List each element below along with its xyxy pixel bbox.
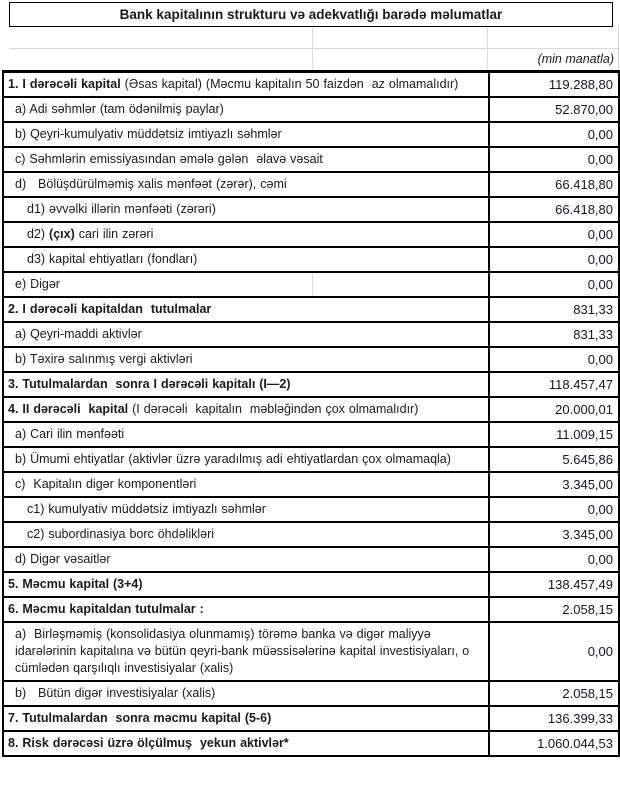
row-value: 136.399,33 bbox=[489, 706, 619, 731]
table-row bbox=[3, 347, 619, 372]
row-label: d3) kapital ehtiyatları (fondları) bbox=[3, 247, 489, 272]
capital-table bbox=[2, 70, 620, 757]
row-label: d2) (çıx) cari ilin zərəri bbox=[3, 222, 489, 247]
spacer-cell bbox=[488, 27, 619, 48]
table-row bbox=[3, 372, 619, 397]
table-row bbox=[3, 172, 619, 197]
table-row bbox=[3, 297, 619, 322]
spacer-cell bbox=[9, 49, 313, 70]
table-row bbox=[3, 706, 619, 731]
row-label: b) Təxirə salınmış vergi aktivləri bbox=[3, 347, 489, 372]
table-row bbox=[3, 572, 619, 597]
row-value: 52.870,00 bbox=[489, 97, 619, 122]
row-value: 831,33 bbox=[489, 322, 619, 347]
row-value: 831,33 bbox=[489, 297, 619, 322]
row-label: b) Qeyri-kumulyativ müddətsiz imtiyazlı səhmlər bbox=[3, 122, 489, 147]
spacer-row bbox=[9, 27, 619, 49]
row-value: 0,00 bbox=[489, 347, 619, 372]
table-row bbox=[3, 397, 619, 422]
table-row bbox=[3, 681, 619, 706]
row-label: 3. Tutulmalardan sonra I dərəcəli kapitalı (I—2) bbox=[3, 372, 489, 397]
table-row bbox=[3, 497, 619, 522]
spacer-cell bbox=[313, 49, 488, 70]
row-label: a) Birləşməmiş (konsolidasiya olunmamış) törəmə banka və digər maliyyə idarələrinin kapitalına və bütün qeyri-bank müəssisələrinə kapital investisiyaları, o cümlədən qarşılıqlı investisiyalar (xalis) bbox=[3, 622, 489, 681]
row-value: 11.009,15 bbox=[489, 422, 619, 447]
row-value: 2.058,15 bbox=[489, 597, 619, 622]
row-label: c) Səhmlərin emissiyasından əmələ gələn əlavə vəsait bbox=[3, 147, 489, 172]
spacer-cell bbox=[9, 27, 313, 48]
table-row bbox=[3, 547, 619, 572]
row-label: c) Kapitalın digər komponentləri bbox=[3, 472, 489, 497]
table-row bbox=[3, 447, 619, 472]
row-label: a) Adi səhmlər (tam ödənilmiş paylar) bbox=[3, 97, 489, 122]
row-label: b) Ümumi ehtiyatlar (aktivlər üzrə yaradılmış adi ehtiyatlardan çox olmamaqla) bbox=[3, 447, 489, 472]
table-row bbox=[3, 272, 619, 297]
row-value: 3.345,00 bbox=[489, 522, 619, 547]
table-row bbox=[3, 731, 619, 756]
row-label: d1) əvvəlki illərin mənfəəti (zərəri) bbox=[3, 197, 489, 222]
row-value: 0,00 bbox=[489, 247, 619, 272]
row-value: 2.058,15 bbox=[489, 681, 619, 706]
row-label: 5. Məcmu kapital (3+4) bbox=[3, 572, 489, 597]
row-value: 138.457,49 bbox=[489, 572, 619, 597]
table-row bbox=[3, 72, 619, 98]
table-row bbox=[3, 522, 619, 547]
spacer-cell bbox=[313, 27, 488, 48]
row-value: 66.418,80 bbox=[489, 197, 619, 222]
row-value: 66.418,80 bbox=[489, 172, 619, 197]
table-row bbox=[3, 222, 619, 247]
row-label: e) Digər bbox=[3, 272, 489, 297]
table-row bbox=[3, 472, 619, 497]
table-row bbox=[3, 422, 619, 447]
row-value: 3.345,00 bbox=[489, 472, 619, 497]
row-label: c1) kumulyativ müddətsiz imtiyazlı səhmlər bbox=[3, 497, 489, 522]
table-row bbox=[3, 622, 619, 681]
row-value: 0,00 bbox=[489, 222, 619, 247]
row-label: d) Bölüşdürülməmiş xalis mənfəət (zərər), cəmi bbox=[3, 172, 489, 197]
row-value: 118.457,47 bbox=[489, 372, 619, 397]
row-label: a) Cari ilin mənfəəti bbox=[3, 422, 489, 447]
table-row bbox=[3, 197, 619, 222]
table-row bbox=[3, 322, 619, 347]
row-label: 2. I dərəcəli kapitaldan tutulmalar bbox=[3, 297, 489, 322]
row-value: 0,00 bbox=[489, 147, 619, 172]
row-label: 7. Tutulmalardan sonra məcmu kapital (5-6) bbox=[3, 706, 489, 731]
row-label: a) Qeyri-maddi aktivlər bbox=[3, 322, 489, 347]
table-row bbox=[3, 597, 619, 622]
row-label: 6. Məcmu kapitaldan tutulmalar : bbox=[3, 597, 489, 622]
unit-row bbox=[9, 49, 619, 70]
row-value: 0,00 bbox=[489, 497, 619, 522]
row-label: c2) subordinasiya borc öhdəlikləri bbox=[3, 522, 489, 547]
row-value: 0,00 bbox=[489, 547, 619, 572]
row-value: 119.288,80 bbox=[489, 72, 619, 98]
row-value: 1.060.044,53 bbox=[489, 731, 619, 756]
row-label: 1. I dərəcəli kapital (Əsas kapital) (Məcmu kapitalın 50 faizdən az olmamalıdır) bbox=[3, 72, 489, 98]
row-value: 20.000,01 bbox=[489, 397, 619, 422]
table-row bbox=[3, 97, 619, 122]
row-label: 4. II dərəcəli kapital (I dərəcəli kapitalın məbləğindən çox olmamalıdır) bbox=[3, 397, 489, 422]
row-value: 0,00 bbox=[489, 122, 619, 147]
row-label: d) Digər vəsaitlər bbox=[3, 547, 489, 572]
unit-note: (min manatla) bbox=[488, 49, 619, 70]
table-row bbox=[3, 122, 619, 147]
row-label: 8. Risk dərəcəsi üzrə ölçülmuş yekun aktivlər* bbox=[3, 731, 489, 756]
row-value: 5.645,86 bbox=[489, 447, 619, 472]
table-row bbox=[3, 247, 619, 272]
table-row bbox=[3, 147, 619, 172]
capital-table-body bbox=[3, 72, 619, 757]
row-label: b) Bütün digər investisiyalar (xalis) bbox=[3, 681, 489, 706]
report-title: Bank kapitalının strukturu və adekvatlığı barədə məlumatlar bbox=[9, 2, 613, 27]
row-value: 0,00 bbox=[489, 272, 619, 297]
row-value: 0,00 bbox=[489, 622, 619, 681]
